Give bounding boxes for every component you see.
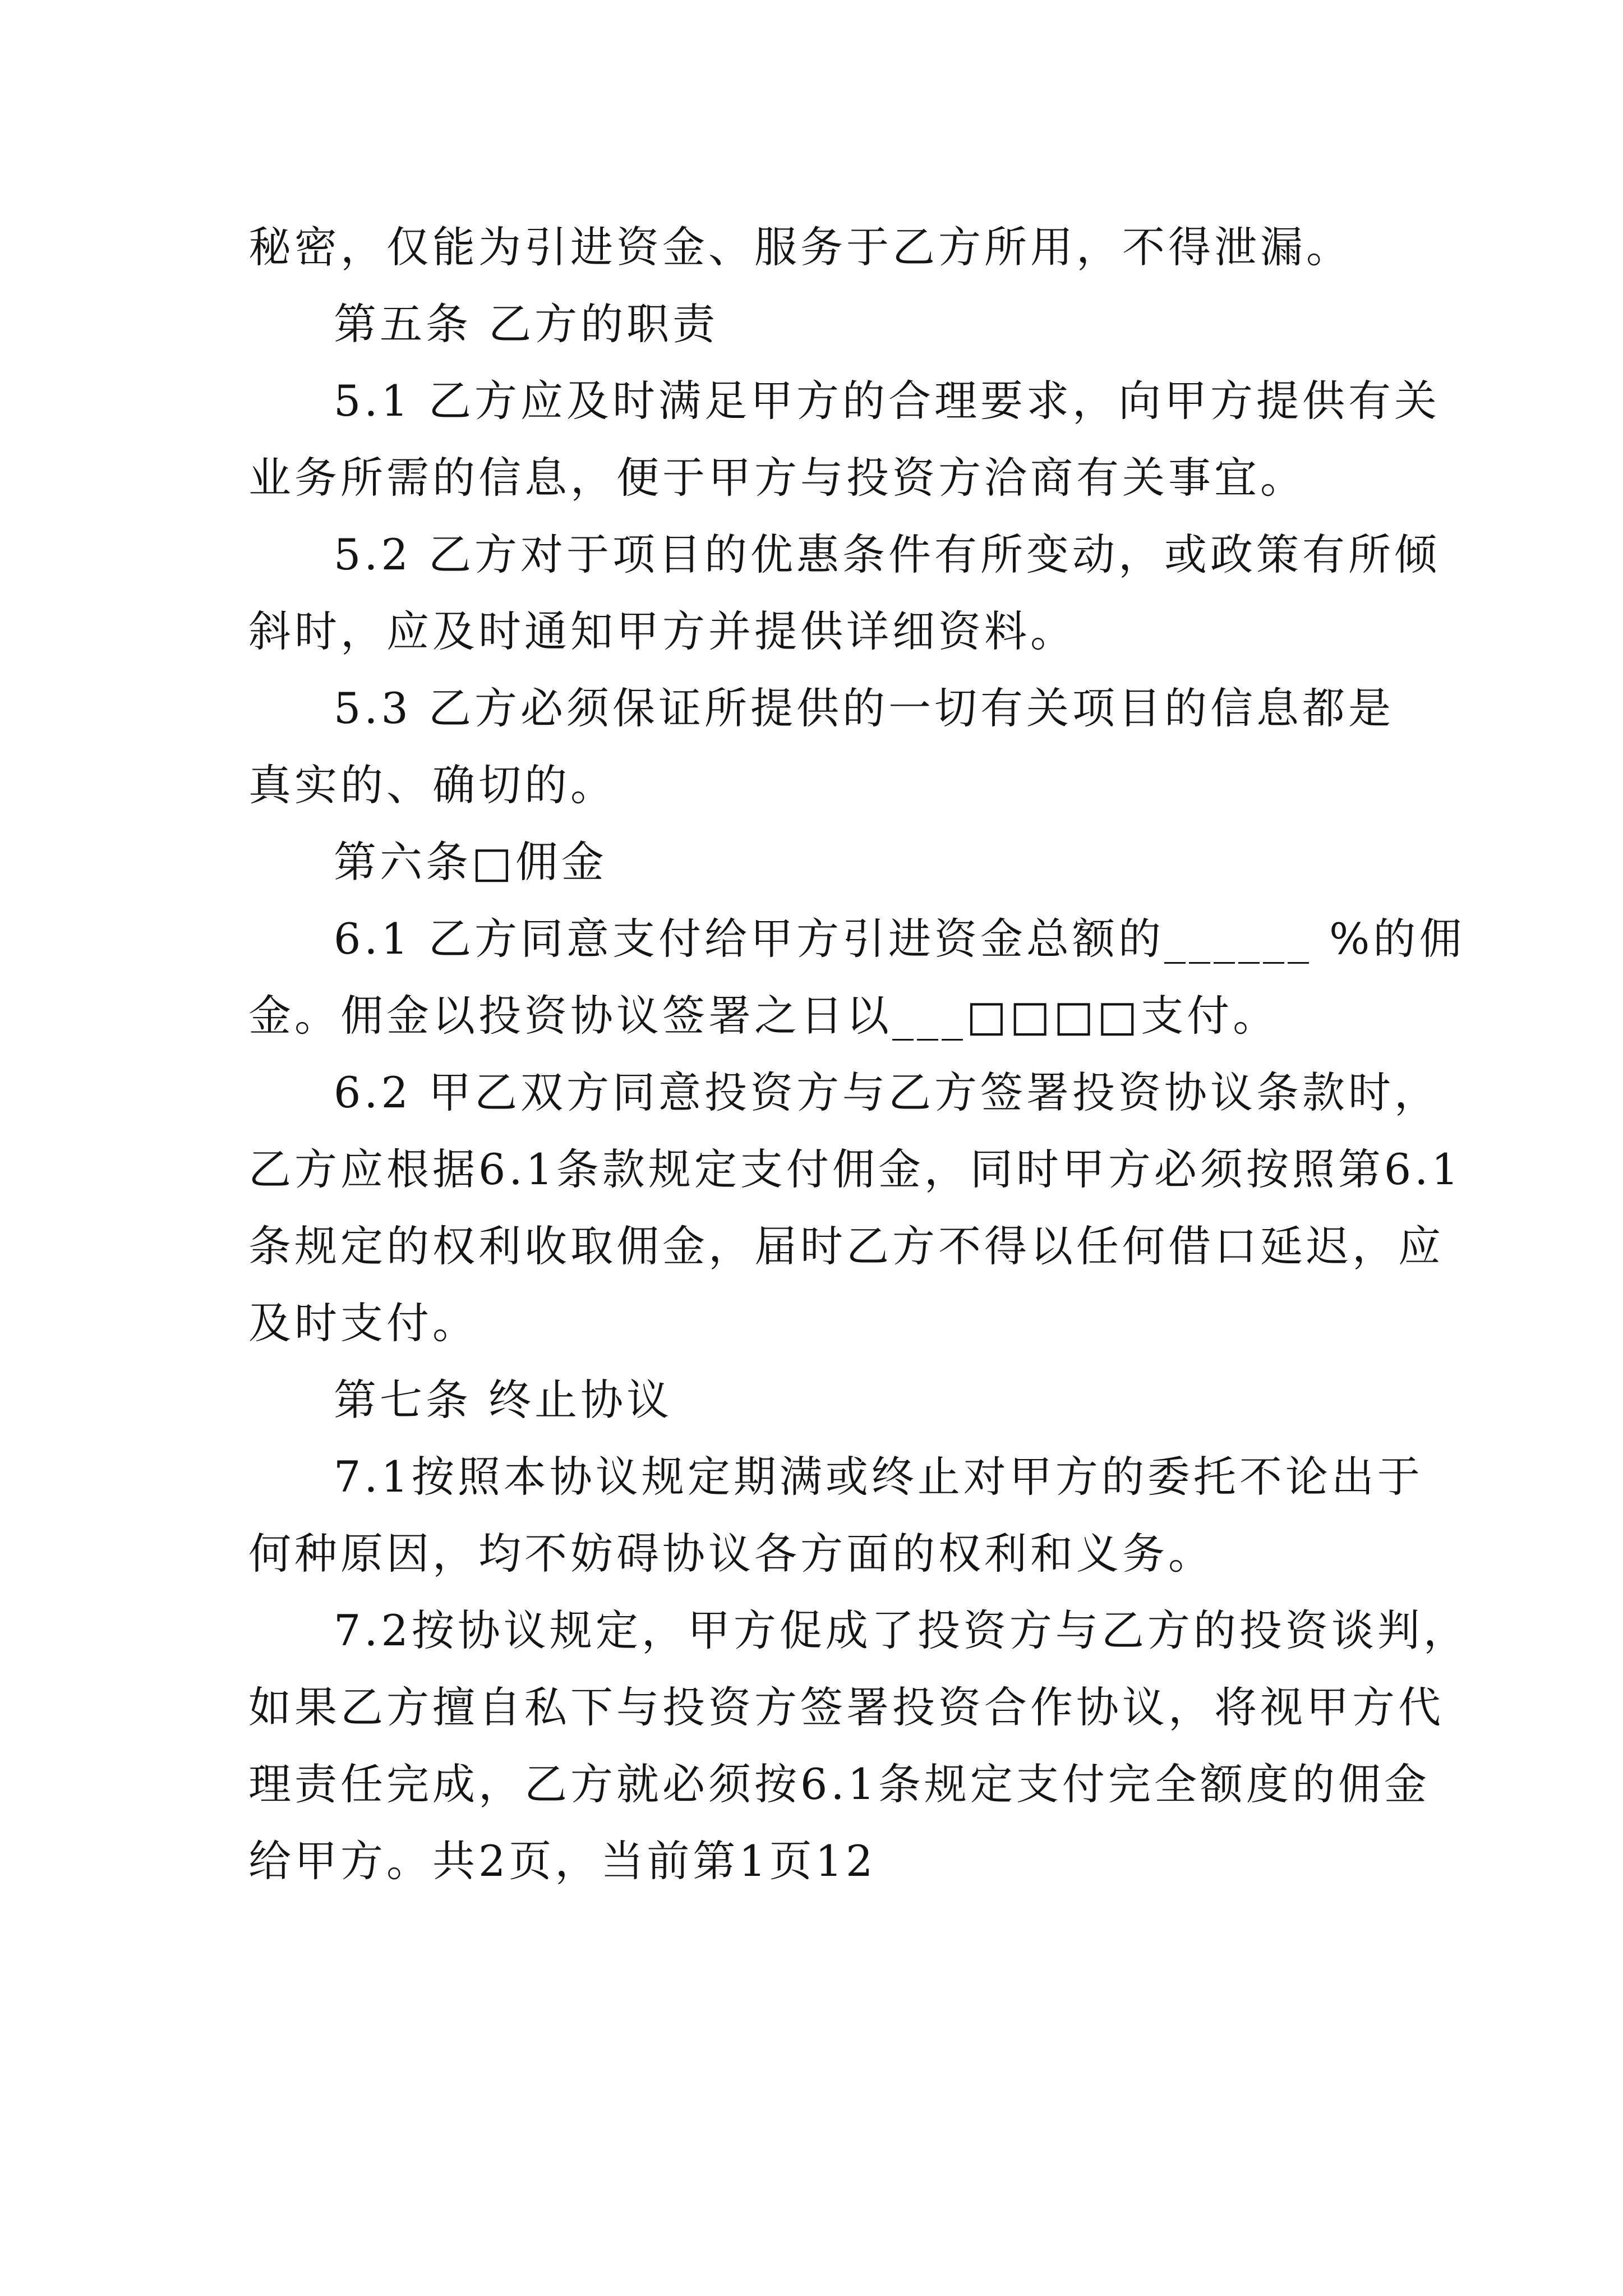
document-body [248,209,1469,1899]
section-heading-6: 第六条□佣金 [334,837,607,887]
text-line: 5.3 乙方必须保证所提供的一切有关项目的信息都是 [334,683,1395,733]
section-heading-7: 第七条 终止协议 [334,1375,673,1425]
page-footer-line: 给甲方。共2页，当前第1页12 [248,1836,877,1886]
text-line: 条规定的权利收取佣金，届时乙方不得以任何借口延迟，应 [248,1221,1444,1271]
text-line: 5.2 乙方对于项目的优惠条件有所变动，或政策有所倾 [334,530,1441,579]
text-line: 斜时，应及时通知甲方并提供详细资料。 [248,606,1076,656]
text-line: 7.2按协议规定，甲方促成了投资方与乙方的投资谈判， [334,1605,1469,1655]
text-line: 何种原因，均不妨碍协议各方面的权利和义务。 [248,1529,1214,1579]
text-line: 秘密，仅能为引进资金、服务于乙方所用，不得泄漏。 [248,222,1352,272]
text-line: 如果乙方擅自私下与投资方签署投资合作协议，将视甲方代 [248,1682,1444,1732]
text-line: 5.1 乙方应及时满足甲方的合理要求，向甲方提供有关 [334,376,1441,426]
text-line: 6.2 甲乙双方同意投资方与乙方签署投资协议条款时， [334,1068,1441,1117]
text-line: 乙方应根据6.1条款规定支付佣金，同时甲方必须按照第6.1 [248,1144,1462,1194]
text-line: 7.1按照本协议规定期满或终止对甲方的委托不论出于 [334,1452,1423,1502]
text-line: 真实的、确切的。 [248,760,616,810]
text-line: 6.1 乙方同意支付给甲方引进资金总额的______ %的佣 [334,914,1465,964]
text-line: 理责任完成，乙方就必须按6.1条规定支付完全额度的佣金 [248,1759,1430,1809]
section-heading-5: 第五条 乙方的职责 [334,299,719,349]
text-line: 业务所需的信息，便于甲方与投资方洽商有关事宜。 [248,453,1306,503]
text-line: 金。佣金以投资协议签署之日以___□□□□支付。 [248,991,1279,1041]
text-line: 及时支付。 [248,1298,478,1348]
